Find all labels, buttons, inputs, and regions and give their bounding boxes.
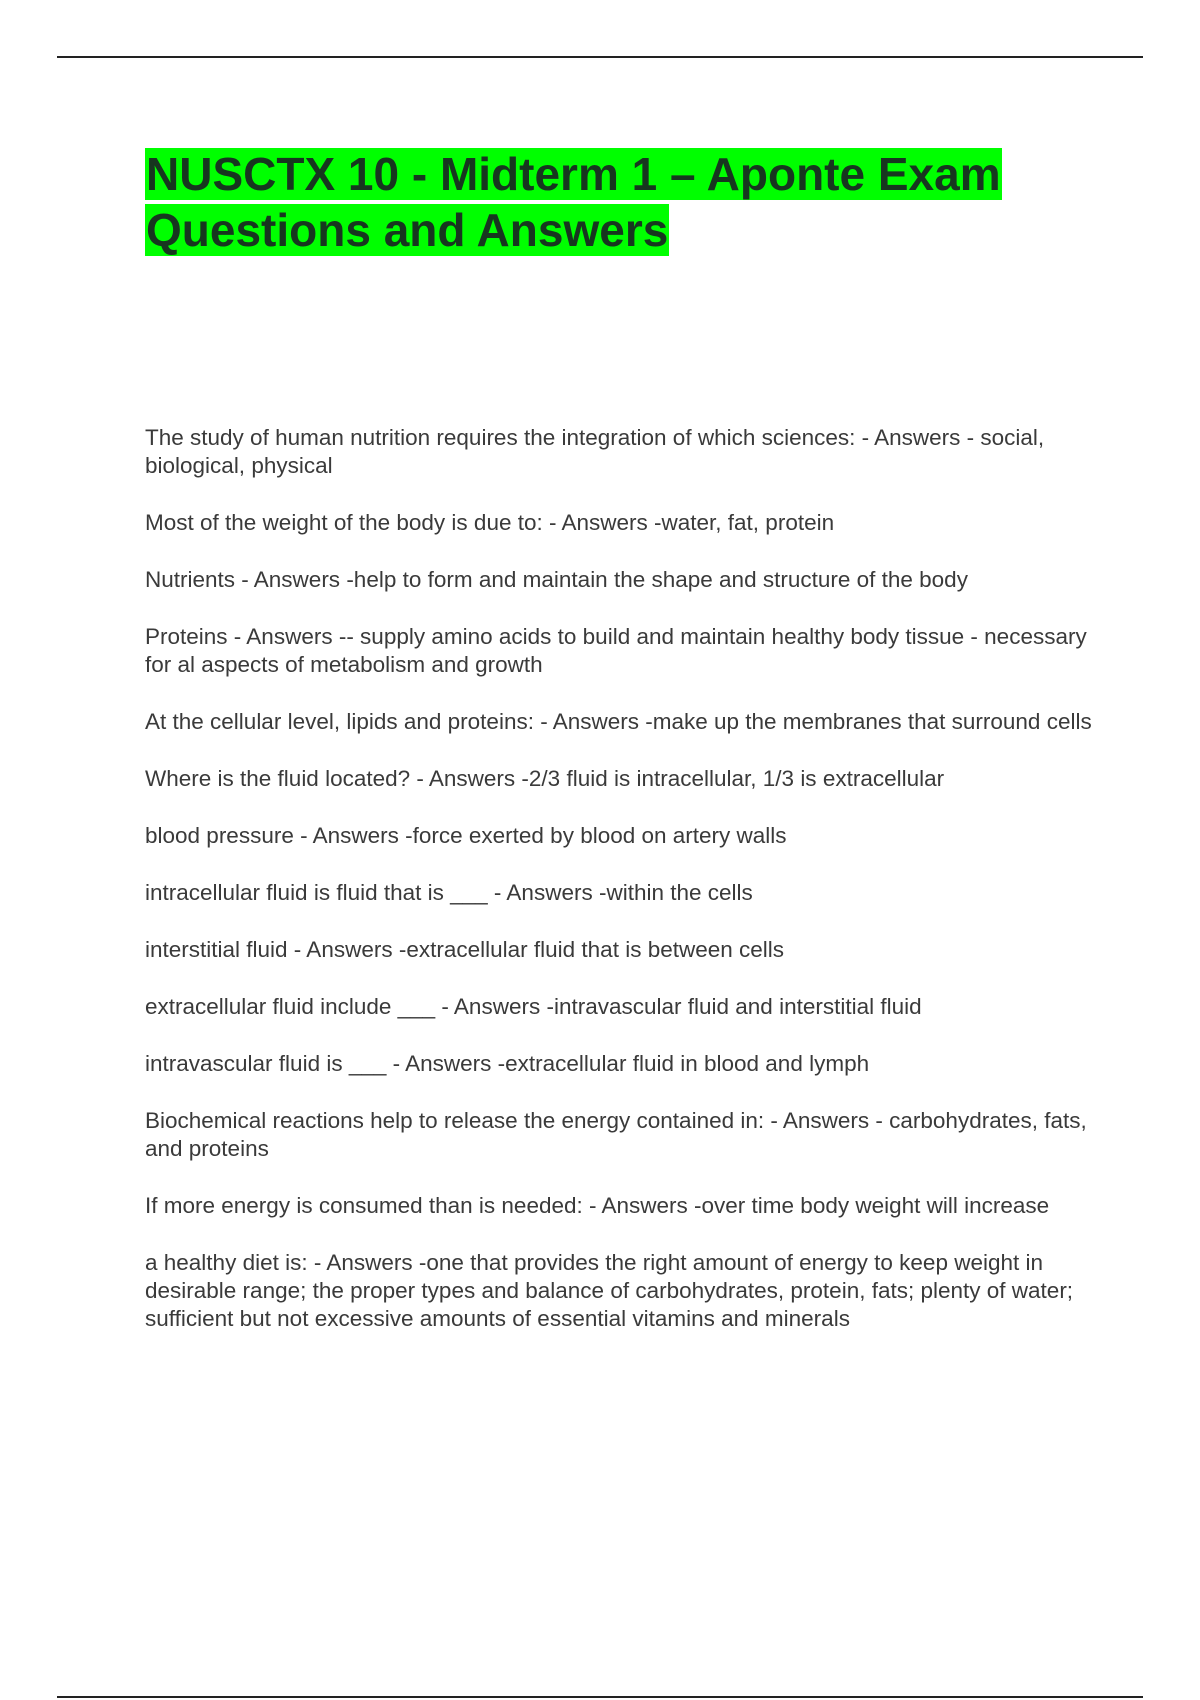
qa-item: Most of the weight of the body is due to: - Answers -water, fat, protein <box>145 510 835 535</box>
qa-list <box>145 424 1095 1362</box>
page-title <box>145 146 1075 258</box>
qa-item: a healthy diet is: - Answers -one that provides the right amount of energy to keep weight in desirable range; the proper types and balance of carbohydrates, protein, fats; plenty of water; sufficient but not excessive amounts of essential vitamins and minerals <box>145 1250 1074 1331</box>
bottom-divider <box>57 1696 1143 1698</box>
qa-item: At the cellular level, lipids and proteins: - Answers -make up the membranes that surround cells <box>145 709 1092 734</box>
qa-item: If more energy is consumed than is needed: - Answers -over time body weight will increase <box>145 1193 1050 1218</box>
qa-item: interstitial fluid - Answers -extracellular fluid that is between cells <box>145 937 785 962</box>
qa-item: Proteins - Answers -- supply amino acids to build and maintain healthy body tissue - necessary for al aspects of metabolism and growth <box>145 624 1087 677</box>
document-title <box>145 146 1075 258</box>
title-line-1: NUSCTX 10 - Midterm 1 – Aponte Exam <box>146 148 1001 200</box>
qa-item: Where is the fluid located? - Answers -2/3 fluid is intracellular, 1/3 is extracellular <box>145 766 945 791</box>
qa-item: intracellular fluid is fluid that is ___ - Answers -within the cells <box>145 880 753 905</box>
top-divider <box>57 56 1143 58</box>
qa-item: Nutrients - Answers -help to form and maintain the shape and structure of the body <box>145 567 968 592</box>
qa-item: intravascular fluid is ___ - Answers -extracellular fluid in blood and lymph <box>145 1051 870 1076</box>
title-line-2: Questions and Answers <box>146 204 669 256</box>
qa-item: extracellular fluid include ___ - Answers -intravascular fluid and interstitial fluid <box>145 994 922 1019</box>
qa-item: blood pressure - Answers -force exerted by blood on artery walls <box>145 823 787 848</box>
qa-item: The study of human nutrition requires the integration of which sciences: - Answers - social, biological, physical <box>145 425 1045 478</box>
qa-item: Biochemical reactions help to release the energy contained in: - Answers - carbohydrates, fats, and proteins <box>145 1108 1087 1161</box>
